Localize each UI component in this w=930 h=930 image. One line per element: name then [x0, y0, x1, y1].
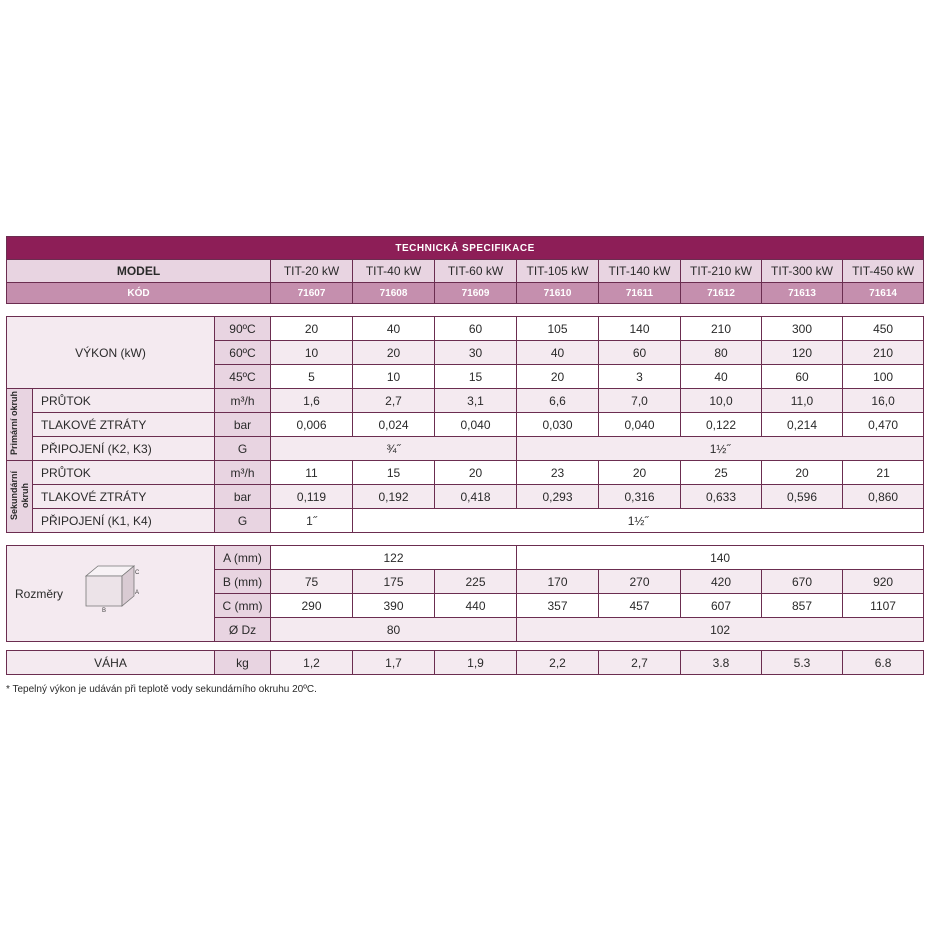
row-unit: C (mm): [215, 594, 271, 618]
value-cell: 102: [517, 618, 924, 642]
value-cell: 80: [271, 618, 517, 642]
vykon-label: VÝKON (kW): [7, 317, 215, 389]
value-cell: 175: [353, 570, 435, 594]
model-cell: TIT-300 kW: [762, 260, 843, 283]
value-cell: 1,6: [271, 389, 353, 413]
primary-loss-row: [7, 413, 924, 437]
value-cell: 40: [517, 341, 599, 365]
value-cell: 210: [843, 341, 924, 365]
value-cell: 0,122: [681, 413, 762, 437]
spec-sheet: [6, 236, 923, 675]
value-cell: 0,418: [435, 485, 517, 509]
dimensions-box-icon: [82, 562, 142, 612]
row-unit: G: [215, 437, 271, 461]
model-cell: TIT-60 kW: [435, 260, 517, 283]
value-cell: 210: [681, 317, 762, 341]
code-cell: 71614: [843, 283, 924, 304]
dim-a-row: [7, 546, 924, 570]
row-unit: A (mm): [215, 546, 271, 570]
code-cell: 71607: [271, 283, 353, 304]
row-unit: m³/h: [215, 389, 271, 413]
row-label: PRŮTOK: [33, 461, 215, 485]
value-cell: 1,7: [353, 651, 435, 675]
row-unit: m³/h: [215, 461, 271, 485]
secondary-connection-row: [7, 509, 924, 533]
value-cell: 2,7: [353, 389, 435, 413]
value-cell: 0,040: [435, 413, 517, 437]
row-label: PŘIPOJENÍ (K1, K4): [33, 509, 215, 533]
value-cell: 15: [435, 365, 517, 389]
value-cell: 170: [517, 570, 599, 594]
value-cell: 0,040: [599, 413, 681, 437]
code-cell: 71612: [681, 283, 762, 304]
value-cell: 20: [435, 461, 517, 485]
secondary-loss-row: [7, 485, 924, 509]
weight-row: [7, 651, 924, 675]
model-row: [7, 260, 924, 283]
value-cell: 670: [762, 570, 843, 594]
value-cell: 30: [435, 341, 517, 365]
dimensions-cell: [7, 546, 215, 642]
value-cell: 0,119: [271, 485, 353, 509]
model-cell: TIT-20 kW: [271, 260, 353, 283]
row-label: TLAKOVÉ ZTRÁTY: [33, 485, 215, 509]
model-cell: TIT-450 kW: [843, 260, 924, 283]
table-title: TECHNICKÁ SPECIFIKACE: [7, 237, 924, 260]
value-cell: 857: [762, 594, 843, 618]
value-cell: 225: [435, 570, 517, 594]
value-cell: 290: [271, 594, 353, 618]
vykon-row-90: [7, 317, 924, 341]
vykon-unit: 45ºC: [215, 365, 271, 389]
value-cell: 2,7: [599, 651, 681, 675]
value-cell: 1½˝: [353, 509, 924, 533]
value-cell: 300: [762, 317, 843, 341]
value-cell: 1107: [843, 594, 924, 618]
value-cell: 0,293: [517, 485, 599, 509]
value-cell: 1˝: [271, 509, 353, 533]
value-cell: 920: [843, 570, 924, 594]
weight-label: VÁHA: [7, 651, 215, 675]
row-unit: Ø Dz: [215, 618, 271, 642]
row-unit: G: [215, 509, 271, 533]
value-cell: 20: [599, 461, 681, 485]
model-label: MODEL: [7, 260, 271, 283]
value-cell: 105: [517, 317, 599, 341]
vykon-unit: 90ºC: [215, 317, 271, 341]
value-cell: 0,024: [353, 413, 435, 437]
value-cell: 7,0: [599, 389, 681, 413]
value-cell: 457: [599, 594, 681, 618]
footnote: * Tepelný výkon je udáván při teplotě vody sekundárního okruhu 20ºC.: [6, 684, 317, 695]
value-cell: 11: [271, 461, 353, 485]
row-unit: B (mm): [215, 570, 271, 594]
row-label: PRŮTOK: [33, 389, 215, 413]
value-cell: 60: [435, 317, 517, 341]
row-label: TLAKOVÉ ZTRÁTY: [33, 413, 215, 437]
value-cell: 3.8: [681, 651, 762, 675]
code-cell: 71611: [599, 283, 681, 304]
value-cell: 100: [843, 365, 924, 389]
value-cell: 10: [353, 365, 435, 389]
row-unit: bar: [215, 485, 271, 509]
value-cell: 21: [843, 461, 924, 485]
value-cell: 0,006: [271, 413, 353, 437]
value-cell: 607: [681, 594, 762, 618]
value-cell: 20: [517, 365, 599, 389]
value-cell: 0,316: [599, 485, 681, 509]
model-cell: TIT-105 kW: [517, 260, 599, 283]
value-cell: 60: [762, 365, 843, 389]
svg-text:B: B: [102, 608, 107, 612]
value-cell: 6,6: [517, 389, 599, 413]
value-cell: 20: [762, 461, 843, 485]
value-cell: 420: [681, 570, 762, 594]
value-cell: 60: [599, 341, 681, 365]
value-cell: 5.3: [762, 651, 843, 675]
code-row: [7, 283, 924, 304]
value-cell: 450: [843, 317, 924, 341]
model-cell: TIT-40 kW: [353, 260, 435, 283]
row-unit: bar: [215, 413, 271, 437]
value-cell: 15: [353, 461, 435, 485]
value-cell: 0,030: [517, 413, 599, 437]
value-cell: 40: [353, 317, 435, 341]
vykon-unit: 60ºC: [215, 341, 271, 365]
value-cell: 23: [517, 461, 599, 485]
value-cell: 6.8: [843, 651, 924, 675]
value-cell: 75: [271, 570, 353, 594]
value-cell: 2,2: [517, 651, 599, 675]
svg-text:C: C: [135, 570, 140, 576]
spec-table: [6, 236, 924, 675]
value-cell: 440: [435, 594, 517, 618]
value-cell: 140: [517, 546, 924, 570]
value-cell: 40: [681, 365, 762, 389]
value-cell: 0,192: [353, 485, 435, 509]
value-cell: 5: [271, 365, 353, 389]
model-cell: TIT-140 kW: [599, 260, 681, 283]
value-cell: 0,470: [843, 413, 924, 437]
dimensions-label: Rozměry: [15, 586, 64, 601]
value-cell: 120: [762, 341, 843, 365]
value-cell: 1,2: [271, 651, 353, 675]
value-cell: 0,596: [762, 485, 843, 509]
value-cell: 3,1: [435, 389, 517, 413]
primary-group-label: Primární okruh: [7, 389, 33, 461]
code-cell: 71613: [762, 283, 843, 304]
value-cell: 270: [599, 570, 681, 594]
code-cell: 71609: [435, 283, 517, 304]
value-cell: 3: [599, 365, 681, 389]
row-unit: kg: [215, 651, 271, 675]
code-label: KÓD: [7, 283, 271, 304]
value-cell: 390: [353, 594, 435, 618]
value-cell: ¾˝: [271, 437, 517, 461]
svg-text:A: A: [135, 590, 140, 596]
value-cell: 0,214: [762, 413, 843, 437]
value-cell: 357: [517, 594, 599, 618]
primary-connection-row: [7, 437, 924, 461]
value-cell: 0,633: [681, 485, 762, 509]
value-cell: 1½˝: [517, 437, 924, 461]
value-cell: 20: [271, 317, 353, 341]
value-cell: 0,860: [843, 485, 924, 509]
value-cell: 10: [271, 341, 353, 365]
code-cell: 71610: [517, 283, 599, 304]
secondary-group-label: Sekundární okruh: [7, 461, 33, 533]
value-cell: 16,0: [843, 389, 924, 413]
value-cell: 10,0: [681, 389, 762, 413]
value-cell: 122: [271, 546, 517, 570]
primary-flow-row: [7, 389, 924, 413]
value-cell: 20: [353, 341, 435, 365]
value-cell: 140: [599, 317, 681, 341]
model-cell: TIT-210 kW: [681, 260, 762, 283]
value-cell: 1,9: [435, 651, 517, 675]
row-label: PŘIPOJENÍ (K2, K3): [33, 437, 215, 461]
value-cell: 11,0: [762, 389, 843, 413]
code-cell: 71608: [353, 283, 435, 304]
value-cell: 25: [681, 461, 762, 485]
value-cell: 80: [681, 341, 762, 365]
secondary-flow-row: [7, 461, 924, 485]
